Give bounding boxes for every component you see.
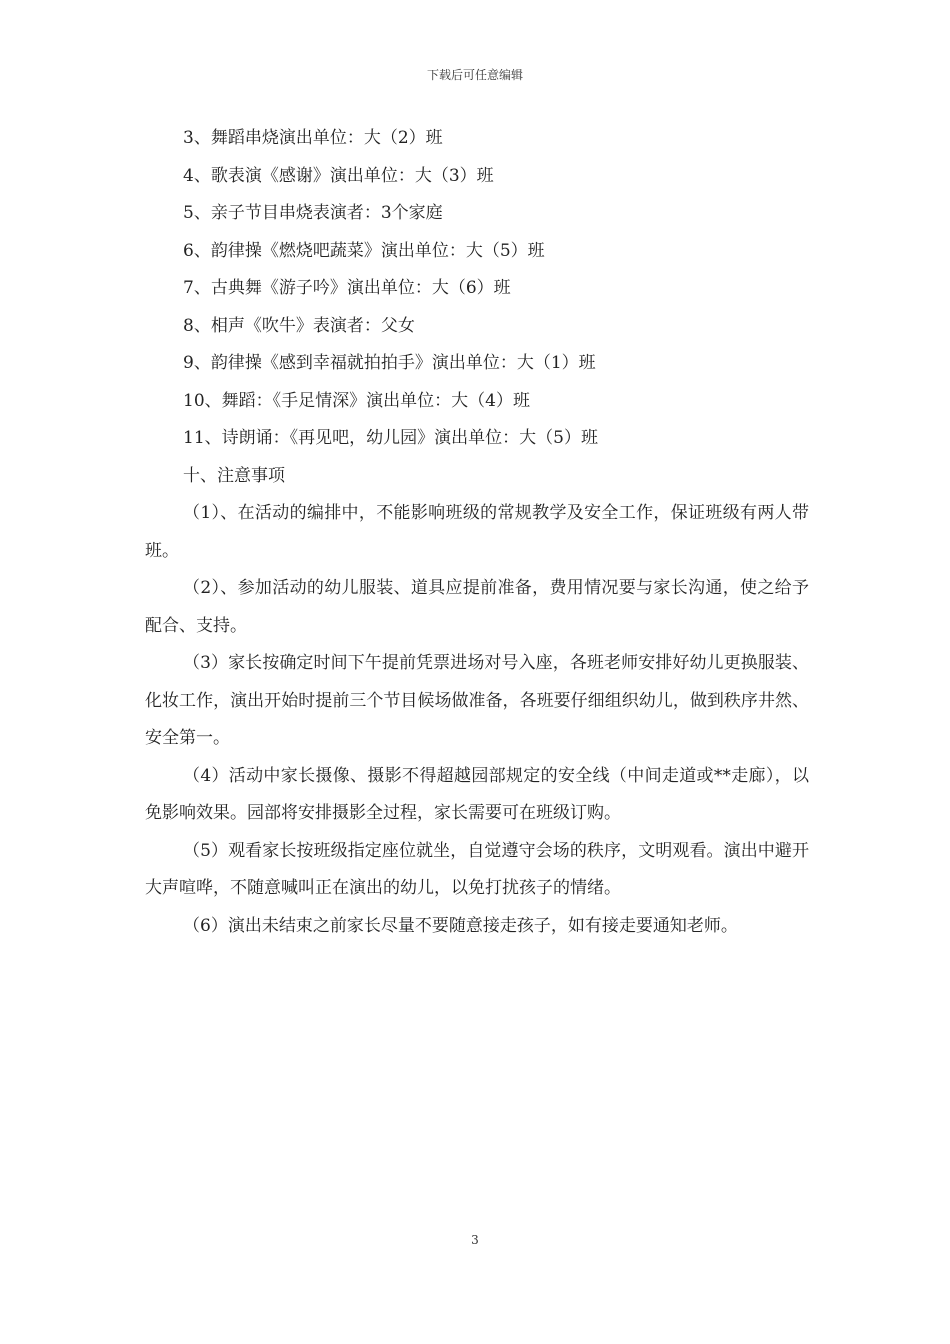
- program-item: 3、舞蹈串烧演出单位：大（2）班: [183, 128, 443, 148]
- note-paragraph: （4）活动中家长摄像、摄影不得超越园部规定的安全线（中间走道或**走廊），以免影响效果。园部将安排摄影全过程，家长需要可在班级订购。: [145, 765, 809, 823]
- note-paragraph: （3）家长按确定时间下午提前凭票进场对号入座，各班老师安排好幼儿更换服装、化妆工作，演出开始时提前三个节目候场做准备，各班要仔细组织幼儿，做到秩序井然、安全第一。: [145, 653, 809, 748]
- program-item: 9、韵律操《感到幸福就拍拍手》演出单位：大（1）班: [183, 353, 596, 373]
- program-item: 8、相声《吹牛》表演者：父女: [183, 315, 415, 336]
- note-paragraph: （5）观看家长按班级指定座位就坐，自觉遵守会场的秩序，文明观看。演出中避开大声喧哗，不随意喊叫正在演出的幼儿，以免打扰孩子的情绪。: [145, 840, 809, 898]
- note-paragraph: （2）、参加活动的幼儿服装、道具应提前准备，费用情况要与家长沟通，使之给予配合、支持。: [145, 578, 809, 636]
- note-paragraph: （1）、在活动的编排中，不能影响班级的常规教学及安全工作，保证班级有两人带班。: [145, 503, 809, 561]
- document-body: [145, 120, 809, 945]
- program-item: 6、韵律操《燃烧吧蔬菜》演出单位：大（5）班: [183, 240, 545, 261]
- program-item: 7、古典舞《游子吟》演出单位：大（6）班: [183, 278, 511, 298]
- program-item: 10、舞蹈：《手足情深》演出单位：大（4）班: [183, 390, 530, 411]
- note-paragraph: （6）演出未结束之前家长尽量不要随意接走孩子，如有接走要通知老师。: [183, 915, 738, 936]
- page-number: 3: [471, 1233, 479, 1247]
- page-header: 下载后可任意编辑: [426, 68, 523, 82]
- program-item: 5、亲子节目串烧表演者：3个家庭: [183, 203, 443, 223]
- program-item: 4、歌表演《感谢》演出单位：大（3）班: [183, 165, 494, 186]
- program-item: 11、诗朗诵：《再见吧，幼儿园》演出单位：大（5）班: [183, 428, 598, 448]
- section-heading: 十、注意事项: [183, 465, 285, 486]
